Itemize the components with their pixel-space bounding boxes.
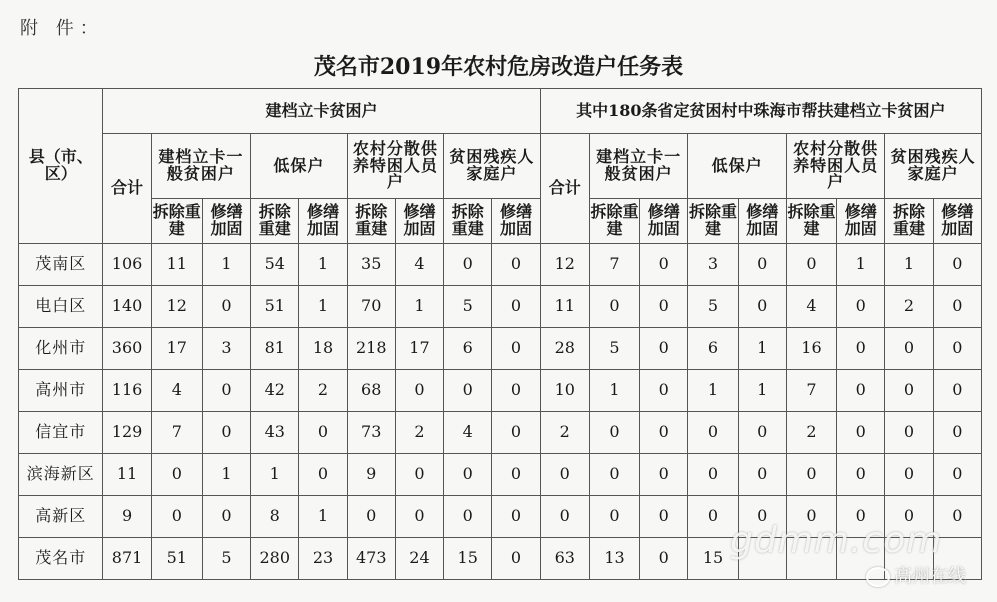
- value-cell: 129: [103, 412, 151, 454]
- value-cell: 0: [640, 328, 688, 370]
- value-cell: 1: [885, 244, 933, 286]
- value-cell: 0: [885, 454, 933, 496]
- value-cell: 17: [151, 328, 202, 370]
- value-cell: 63: [540, 538, 589, 580]
- value-cell: 0: [299, 454, 347, 496]
- value-cell: 0: [933, 244, 981, 286]
- value-cell: 218: [347, 328, 395, 370]
- value-cell: 13: [589, 538, 639, 580]
- total-header: 合计: [540, 134, 589, 244]
- value-cell: 0: [688, 454, 738, 496]
- value-cell: 0: [786, 496, 836, 538]
- value-cell: 0: [492, 328, 540, 370]
- value-cell: 1: [299, 244, 347, 286]
- value-cell: 0: [492, 454, 540, 496]
- value-cell: 0: [492, 244, 540, 286]
- reinforce-header: 修缮加固: [202, 199, 250, 244]
- reinforce-header: 修缮加固: [837, 199, 885, 244]
- account-watermark-text: 高州在线: [894, 566, 966, 587]
- rebuild-header: 拆除重建: [444, 199, 492, 244]
- value-cell: 54: [251, 244, 299, 286]
- value-cell: 42: [251, 370, 299, 412]
- county-cell: 滨海新区: [19, 454, 103, 496]
- value-cell: [885, 538, 933, 580]
- value-cell: 0: [492, 496, 540, 538]
- value-cell: 0: [640, 454, 688, 496]
- site-watermark: gdmm.com: [730, 520, 943, 561]
- category-header: 贫困残疾人家庭户: [444, 134, 541, 199]
- value-cell: 1: [688, 370, 738, 412]
- value-cell: 24: [395, 538, 443, 580]
- county-cell: 高新区: [19, 496, 103, 538]
- value-cell: 0: [933, 328, 981, 370]
- value-cell: 12: [151, 286, 202, 328]
- value-cell: 0: [640, 370, 688, 412]
- value-cell: 116: [103, 370, 151, 412]
- rebuild-header: 拆除重建: [885, 199, 933, 244]
- rebuild-header: 拆除重建: [347, 199, 395, 244]
- value-cell: 140: [103, 286, 151, 328]
- value-cell: 0: [837, 370, 885, 412]
- value-cell: 473: [347, 538, 395, 580]
- value-cell: [738, 538, 786, 580]
- table-row: [19, 244, 982, 286]
- value-cell: 0: [347, 496, 395, 538]
- table-title: 茂名市2019年农村危房改造户任务表: [313, 54, 684, 80]
- total-header: 合计: [103, 134, 151, 244]
- value-cell: 0: [738, 286, 786, 328]
- value-cell: 0: [688, 412, 738, 454]
- value-cell: 2: [885, 286, 933, 328]
- table-row: [19, 328, 982, 370]
- value-cell: 0: [151, 454, 202, 496]
- value-cell: 0: [395, 496, 443, 538]
- table-row: [19, 538, 982, 580]
- reinforce-header: 修缮加固: [738, 199, 786, 244]
- table-row: [19, 454, 982, 496]
- value-cell: 0: [885, 328, 933, 370]
- value-cell: 1: [589, 370, 639, 412]
- value-cell: 0: [837, 328, 885, 370]
- value-cell: 0: [492, 370, 540, 412]
- value-cell: 0: [837, 412, 885, 454]
- reinforce-header: 修缮加固: [933, 199, 981, 244]
- value-cell: 16: [786, 328, 836, 370]
- value-cell: 35: [347, 244, 395, 286]
- value-cell: 1: [202, 244, 250, 286]
- value-cell: 0: [933, 412, 981, 454]
- value-cell: 0: [640, 286, 688, 328]
- group-header-zhuhai-aided: 其中180条省定贫困村中珠海市帮扶建档立卡贫困户: [540, 89, 981, 134]
- value-cell: 0: [202, 496, 250, 538]
- value-cell: 0: [444, 370, 492, 412]
- value-cell: 5: [688, 286, 738, 328]
- county-cell: 茂南区: [19, 244, 103, 286]
- value-cell: 17: [395, 328, 443, 370]
- value-cell: 1: [299, 286, 347, 328]
- value-cell: 0: [589, 454, 639, 496]
- value-cell: 0: [885, 370, 933, 412]
- value-cell: 7: [589, 244, 639, 286]
- reinforce-header: 修缮加固: [395, 199, 443, 244]
- value-cell: 871: [103, 538, 151, 580]
- category-header: 低保户: [251, 134, 347, 199]
- table-row: [19, 496, 982, 538]
- value-cell: 5: [202, 538, 250, 580]
- category-header: 农村分散供养特困人员户: [786, 134, 884, 199]
- category-header: 建档立卡一般贫困户: [151, 134, 250, 199]
- value-cell: 12: [540, 244, 589, 286]
- value-cell: 0: [151, 496, 202, 538]
- value-cell: 5: [589, 328, 639, 370]
- value-cell: 5: [444, 286, 492, 328]
- value-cell: 1: [251, 454, 299, 496]
- table-row: [19, 286, 982, 328]
- value-cell: 51: [151, 538, 202, 580]
- attachment-label: 附 件：: [20, 18, 104, 39]
- value-cell: 0: [202, 412, 250, 454]
- value-cell: [837, 538, 885, 580]
- value-cell: 0: [640, 244, 688, 286]
- value-cell: 1: [738, 328, 786, 370]
- value-cell: 0: [589, 412, 639, 454]
- rebuild-header: 拆除重建: [688, 199, 738, 244]
- value-cell: 0: [837, 496, 885, 538]
- value-cell: 106: [103, 244, 151, 286]
- value-cell: 4: [395, 244, 443, 286]
- value-cell: 0: [492, 538, 540, 580]
- value-cell: 1: [299, 496, 347, 538]
- value-cell: 2: [786, 412, 836, 454]
- value-cell: 0: [738, 412, 786, 454]
- value-cell: 0: [933, 496, 981, 538]
- value-cell: 0: [202, 370, 250, 412]
- value-cell: 0: [640, 496, 688, 538]
- value-cell: 1: [202, 454, 250, 496]
- value-cell: 51: [251, 286, 299, 328]
- value-cell: 0: [786, 244, 836, 286]
- value-cell: 4: [786, 286, 836, 328]
- value-cell: 2: [395, 412, 443, 454]
- value-cell: 0: [395, 370, 443, 412]
- value-cell: 6: [688, 328, 738, 370]
- value-cell: 8: [251, 496, 299, 538]
- value-cell: 0: [492, 412, 540, 454]
- rebuild-header: 拆除重建: [589, 199, 639, 244]
- value-cell: 68: [347, 370, 395, 412]
- value-cell: 0: [885, 496, 933, 538]
- value-cell: 0: [640, 412, 688, 454]
- value-cell: 11: [151, 244, 202, 286]
- task-table: [18, 88, 982, 580]
- rebuild-header: 拆除重建: [151, 199, 202, 244]
- value-cell: 15: [688, 538, 738, 580]
- value-cell: 23: [299, 538, 347, 580]
- value-cell: 15: [444, 538, 492, 580]
- value-cell: 10: [540, 370, 589, 412]
- value-cell: 9: [347, 454, 395, 496]
- value-cell: 3: [688, 244, 738, 286]
- value-cell: 11: [103, 454, 151, 496]
- county-cell: 电白区: [19, 286, 103, 328]
- value-cell: 0: [540, 496, 589, 538]
- value-cell: 0: [885, 412, 933, 454]
- county-header: 县（市、区）: [19, 89, 103, 244]
- value-cell: 73: [347, 412, 395, 454]
- value-cell: 0: [202, 286, 250, 328]
- value-cell: 0: [738, 244, 786, 286]
- value-cell: 11: [540, 286, 589, 328]
- value-cell: 0: [540, 454, 589, 496]
- value-cell: 6: [444, 328, 492, 370]
- value-cell: 28: [540, 328, 589, 370]
- value-cell: 1: [395, 286, 443, 328]
- value-cell: 0: [933, 370, 981, 412]
- value-cell: [786, 538, 836, 580]
- county-cell: 茂名市: [19, 538, 103, 580]
- reinforce-header: 修缮加固: [640, 199, 688, 244]
- value-cell: 0: [738, 454, 786, 496]
- category-header: 建档立卡一般贫困户: [589, 134, 687, 199]
- category-header: 低保户: [688, 134, 786, 199]
- value-cell: 3: [202, 328, 250, 370]
- county-cell: 化州市: [19, 328, 103, 370]
- value-cell: 0: [933, 454, 981, 496]
- rebuild-header: 拆除重建: [251, 199, 299, 244]
- value-cell: 0: [640, 538, 688, 580]
- value-cell: 360: [103, 328, 151, 370]
- county-cell: 高州市: [19, 370, 103, 412]
- value-cell: 4: [151, 370, 202, 412]
- value-cell: 1: [738, 370, 786, 412]
- table-row: [19, 370, 982, 412]
- value-cell: 280: [251, 538, 299, 580]
- value-cell: 0: [786, 454, 836, 496]
- value-cell: 43: [251, 412, 299, 454]
- value-cell: 0: [299, 412, 347, 454]
- value-cell: 0: [492, 286, 540, 328]
- value-cell: 81: [251, 328, 299, 370]
- value-cell: 0: [444, 244, 492, 286]
- value-cell: 2: [540, 412, 589, 454]
- value-cell: 9: [103, 496, 151, 538]
- value-cell: 7: [786, 370, 836, 412]
- value-cell: 0: [589, 496, 639, 538]
- reinforce-header: 修缮加固: [492, 199, 540, 244]
- value-cell: 0: [444, 454, 492, 496]
- group-header-poor-households: 建档立卡贫困户: [103, 89, 540, 134]
- table-row: [19, 412, 982, 454]
- value-cell: 18: [299, 328, 347, 370]
- value-cell: 0: [444, 496, 492, 538]
- value-cell: [933, 538, 981, 580]
- value-cell: 0: [837, 286, 885, 328]
- value-cell: 0: [837, 454, 885, 496]
- value-cell: 2: [299, 370, 347, 412]
- value-cell: 1: [837, 244, 885, 286]
- value-cell: 0: [933, 286, 981, 328]
- value-cell: 70: [347, 286, 395, 328]
- value-cell: 0: [738, 496, 786, 538]
- value-cell: 4: [444, 412, 492, 454]
- value-cell: 0: [395, 454, 443, 496]
- reinforce-header: 修缮加固: [299, 199, 347, 244]
- county-cell: 信宜市: [19, 412, 103, 454]
- category-header: 贫困残疾人家庭户: [885, 134, 982, 199]
- value-cell: 0: [688, 496, 738, 538]
- category-header: 农村分散供养特困人员户: [347, 134, 443, 199]
- value-cell: 7: [151, 412, 202, 454]
- rebuild-header: 拆除重建: [786, 199, 836, 244]
- value-cell: 0: [589, 286, 639, 328]
